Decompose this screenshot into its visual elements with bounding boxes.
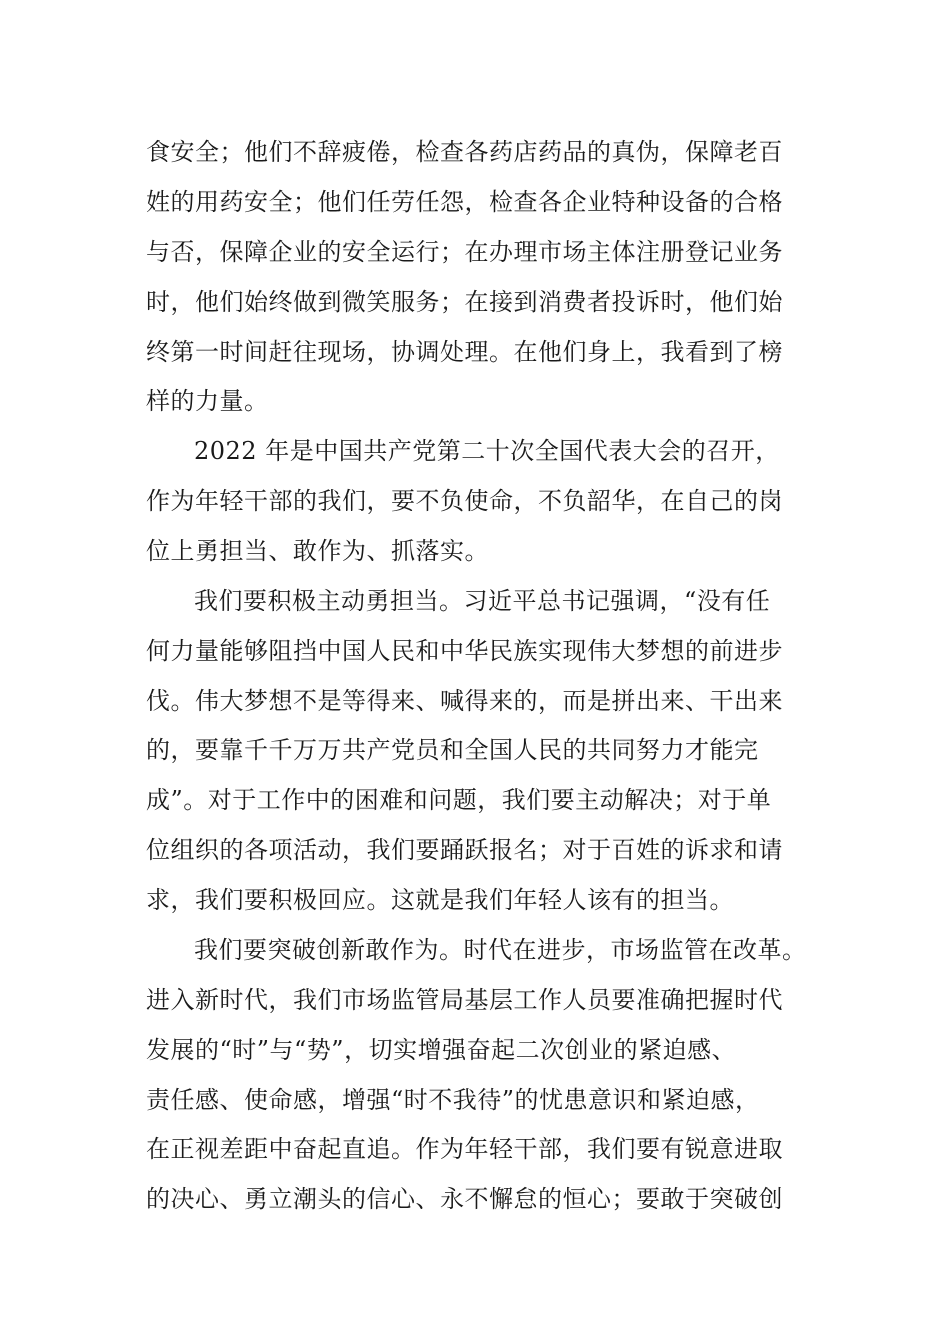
- text-line: 发展的“时”与“势”，切实增强奋起二次创业的紧迫感、: [146, 1036, 737, 1064]
- paragraph-start-line: 我们要积极主动勇担当。习近平总书记强调，“没有任: [194, 587, 771, 615]
- text-line: 伐。伟大梦想不是等得来、喊得来的，而是拼出来、干出来: [146, 687, 783, 715]
- text-line: 位组织的各项活动，我们要踊跃报名；对于百姓的诉求和请: [146, 836, 783, 864]
- text-line: 的，要靠千千万万共产党员和全国人民的共同努力才能完: [146, 736, 759, 764]
- text-line: 进入新时代，我们市场监管局基层工作人员要准确把握时代: [146, 986, 783, 1014]
- text-line: 求，我们要积极回应。这就是我们年轻人该有的担当。: [146, 886, 734, 914]
- text-line: 的决心、勇立潮头的信心、永不懈怠的恒心；要敢于突破创: [146, 1185, 783, 1213]
- text-line: 成”。对于工作中的困难和问题，我们要主动解决；对于单: [146, 786, 772, 814]
- text-line: 姓的用药安全；他们任劳任怨，检查各企业特种设备的合格: [146, 188, 783, 216]
- paragraph-start-line: 2022 年是中国共产党第二十次全国代表大会的召开，: [194, 437, 780, 465]
- text-line: 位上勇担当、敢作为、抓落实。: [146, 537, 489, 565]
- text-line: 终第一时间赶往现场，协调处理。在他们身上，我看到了榜: [146, 338, 783, 366]
- text-line: 责任感、使命感，增强“时不我待”的忧患意识和紧迫感，: [146, 1086, 760, 1114]
- text-line: 时，他们始终做到微笑服务；在接到消费者投诉时，他们始: [146, 288, 783, 316]
- text-line: 作为年轻干部的我们，要不负使命，不负韶华，在自己的岗: [146, 487, 783, 515]
- text-line: 样的力量。: [146, 387, 269, 415]
- paragraph-start-line: 我们要突破创新敢作为。时代在进步，市场监管在改革。: [194, 936, 807, 964]
- text-line: 与否，保障企业的安全运行；在办理市场主体注册登记业务: [146, 238, 783, 266]
- text-line: 何力量能够阻挡中国人民和中华民族实现伟大梦想的前进步: [146, 637, 783, 665]
- text-line: 食安全；他们不辞疲倦，检查各药店药品的真伪，保障老百: [146, 138, 783, 166]
- text-line: 在正视差距中奋起直追。作为年轻干部，我们要有锐意进取: [146, 1135, 783, 1163]
